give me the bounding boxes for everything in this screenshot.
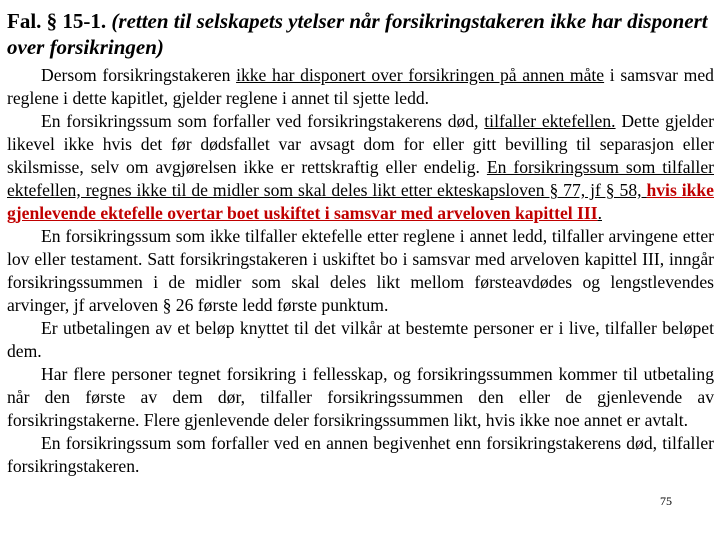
paragraph-3: En forsikringssum som ikke tilfaller ektefelle etter reglene i annet ledd, tilfaller arvingene etter lov eller testament. Satt forsikringstakeren i uskiftet bo i samsvar med arveloven kapittel III, inngår forsikringssummen i de midler som skal deles likt mellom førsteavdødes og lengstlevendes arvinger, jf arveloven § 26 første ledd første punktum.	[7, 226, 714, 315]
text-span: i samsvar med reglene i dette kapitlet, gjelder reglene i annet til sjette ledd.	[7, 65, 714, 108]
section-number: Fal. § 15-1.	[7, 9, 107, 33]
underlined-text: En forsikringssum som tilfaller ektefellen, regnes ikke til de midler som skal deles likt etter ekteskapsloven § 77, jf § 58,	[7, 157, 714, 200]
paragraph-1	[7, 64, 714, 110]
underlined-text: ikke har disponert over forsikringen på annen måte	[236, 65, 605, 85]
highlighted-text: hvis ikke gjenlevende ektefelle overtar boet uskiftet i samsvar med arveloven kapittel III	[7, 180, 714, 223]
paragraph-2	[7, 110, 714, 225]
paragraph-4: Er utbetalingen av et beløp knyttet til det vilkår at bestemte personer er i live, tilfaller beløpet dem.	[7, 318, 714, 361]
text-span: Dersom forsikringstakeren	[41, 65, 237, 85]
underlined-text: tilfaller ektefellen.	[484, 111, 616, 131]
text-span: En forsikringssum som forfaller ved forsikringstakerens død,	[41, 111, 485, 131]
page-number: 75	[660, 494, 672, 508]
document-body	[0, 60, 720, 478]
text-span: .	[597, 203, 602, 223]
section-heading	[0, 0, 720, 60]
paragraph-6: En forsikringssum som forfaller ved en annen begivenhet enn forsikringstakerens død, tilfaller forsikringstakeren.	[7, 433, 714, 476]
section-subtitle: (retten til selskapets ytelser når forsikringstakeren ikke har disponert over forsikringen)	[7, 9, 708, 59]
text-span: Dette gjelder likevel ikke hvis det før dødsfallet var avsagt dom for eller gitt bevilling til separasjon eller skilsmisse, selv om avgjørelsen ikke er rettskraftig eller endelig.	[7, 111, 715, 177]
paragraph-5: Har flere personer tegnet forsikring i fellesskap, og forsikringssummen kommer til utbetaling når den første av dem dør, tilfaller forsikringssummen den eller de gjenlevende av forsikringstakerne. Flere gjenlevende deler forsikringssummen likt, hvis ikke noe annet er avtalt.	[7, 364, 714, 430]
